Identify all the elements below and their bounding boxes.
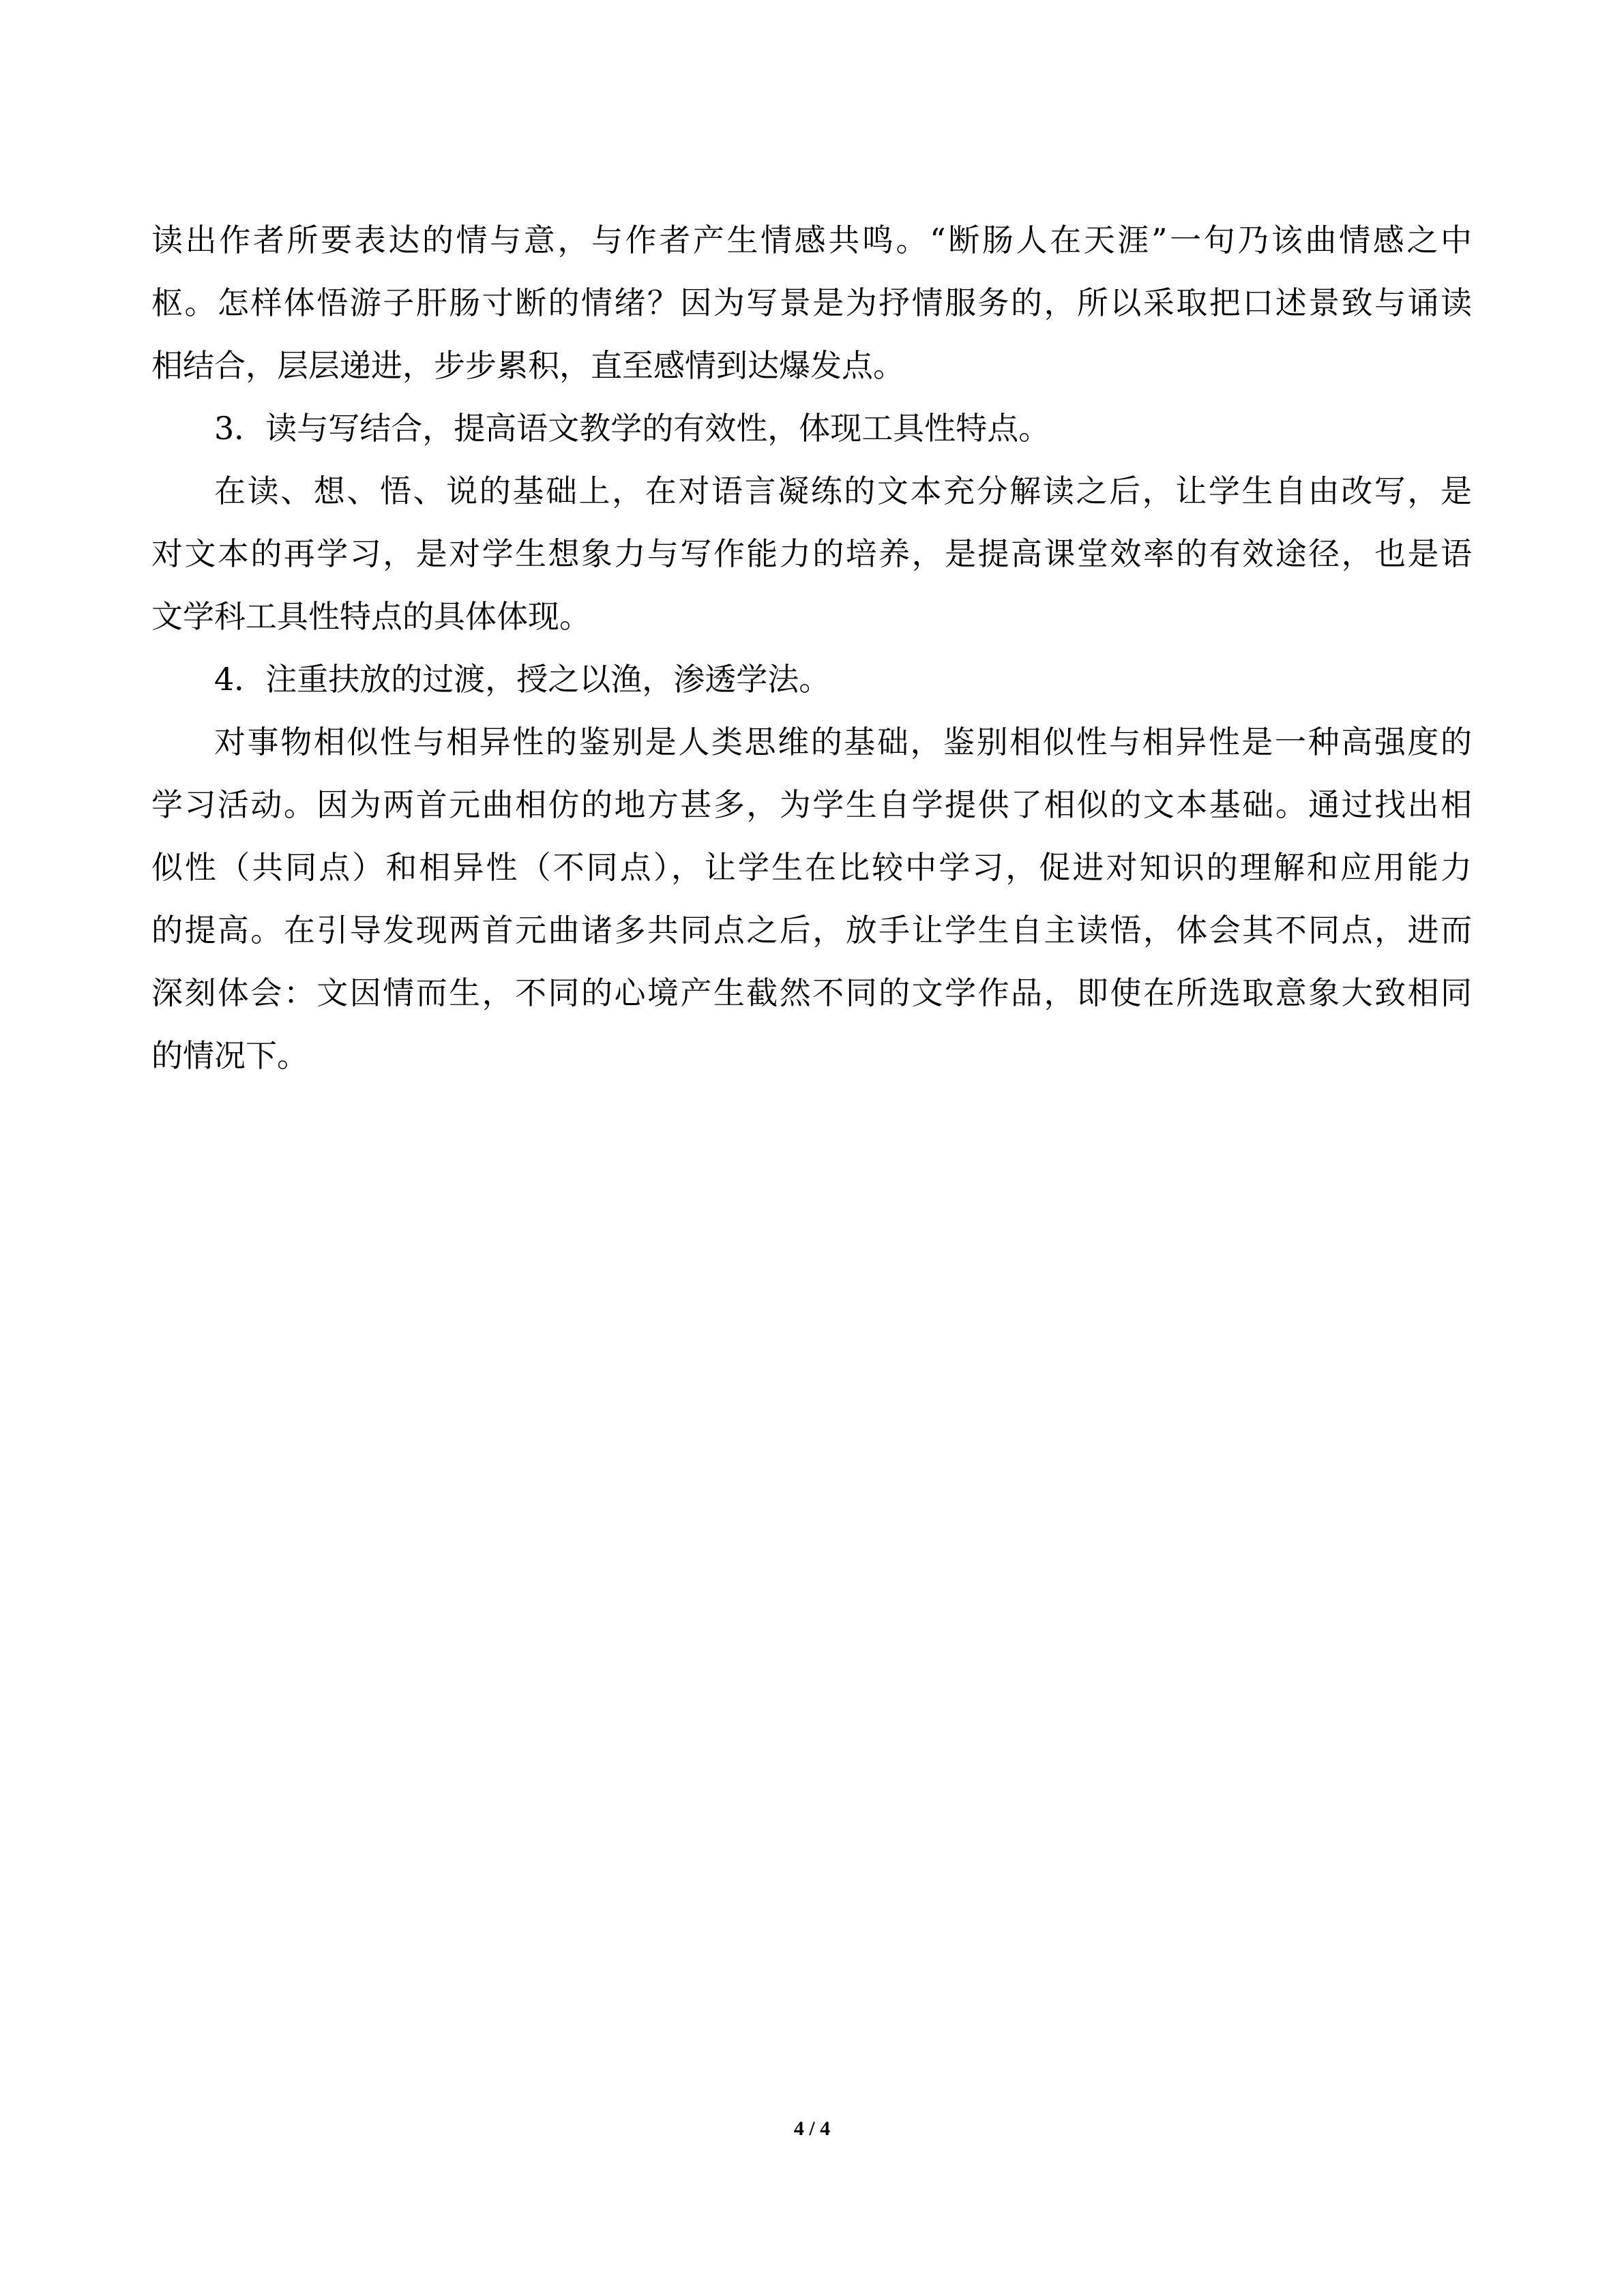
- text-line: 对文本的再学习，是对学生想象力与写作能力的培养，是提高课堂效率的有效途径，也是语: [151, 535, 1472, 572]
- text-line: 相结合，层层递进，步步累积，直至感情到达爆发点。: [151, 347, 904, 384]
- text-line: 的情况下。: [151, 1037, 308, 1074]
- text-line: 的提高。在引导发现两首元曲诸多共同点之后，放手让学生自主读悟，体会其不同点，进而: [151, 912, 1472, 949]
- text-line: 学习活动。因为两首元曲相仿的地方甚多，为学生自学提供了相似的文本基础。通过找出相: [151, 786, 1472, 823]
- document-body: [151, 209, 1472, 1087]
- section-heading: 4．注重扶放的过渡，授之以渔，渗透学法。: [214, 661, 831, 698]
- text-line: 文学科工具性特点的具体体现。: [151, 598, 591, 635]
- section-heading: 3．读与写结合，提高语文教学的有效性，体现工具性特点。: [214, 410, 1050, 447]
- text-line: 对事物相似性与相异性的鉴别是人类思维的基础，鉴别相似性与相异性是一种高强度的: [214, 724, 1472, 760]
- text-line: 枢。怎样体悟游子肝肠寸断的情绪？因为写景是为抒情服务的，所以采取把口述景致与诵读: [151, 284, 1472, 321]
- page-number: 4 / 4: [793, 2117, 831, 2140]
- text-line: 读出作者所要表达的情与意，与作者产生情感共鸣。“断肠人在天涯”一句乃该曲情感之中: [151, 222, 1472, 258]
- text-line: 似性（共同点）和相异性（不同点），让学生在比较中学习，促进对知识的理解和应用能力: [151, 849, 1472, 886]
- text-line: 深刻体会：文因情而生，不同的心境产生截然不同的文学作品，即使在所选取意象大致相同: [151, 974, 1472, 1011]
- text-line: 在读、想、悟、说的基础上，在对语言凝练的文本充分解读之后，让学生自由改写，是: [214, 473, 1472, 509]
